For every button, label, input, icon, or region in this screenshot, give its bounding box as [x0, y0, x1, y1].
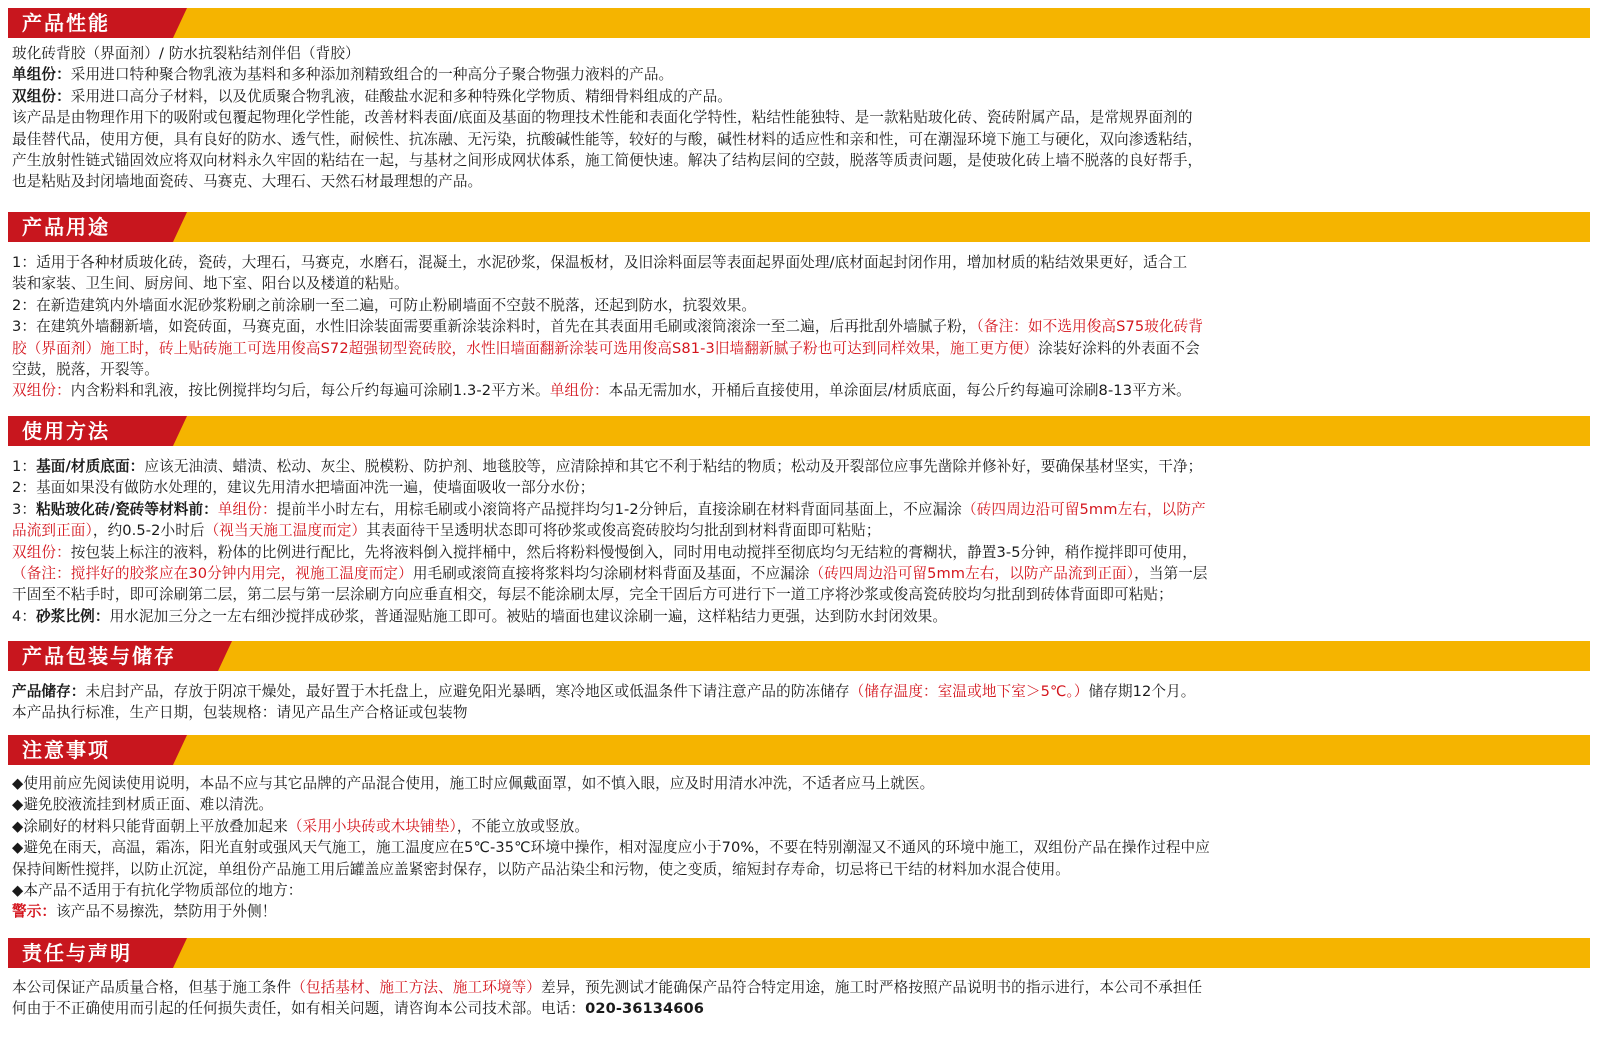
section-title: 产品性能 [8, 8, 173, 38]
text: 未启封产品，存放于阴凉干燥处，最好置于木托盘上，应避免阳光暴晒，寒冷地区或低温条件下请注意产品的防冻储存 [85, 683, 850, 700]
text: 应该无油渍、蜡渍、松动、灰尘、脱模粉、防护剂、地毯胶等，应清除掉和其它不利于粘结的物质；松动及开裂部位应事先凿除并修补好，要确保基材坚实，干净； [144, 458, 1203, 475]
text-line [12, 998, 1592, 1019]
text: 差异，预先测试才能确保产品符合特定用途，施工时严格按照产品说明书的指示进行，本公司不承担任 [540, 979, 1203, 996]
section-header-notes [8, 735, 1590, 765]
note-red: （采用小块砖或木块铺垫） [287, 817, 457, 835]
note-red: （视当天施工温度而定） [204, 522, 367, 540]
text-line [12, 456, 1592, 477]
text: 按包装上标注的液料，粉体的比例进行配比，先将液料倒入搅拌桶中，然后将粉料慢慢倒入，同时用电动搅拌至彻底均匀无结粒的膏糊状，静置3-5分钟，稍作搅拌即可使用， [70, 543, 1197, 561]
note-red: 品流到正面） [12, 522, 93, 540]
label: 基面/材质底面： [36, 458, 145, 475]
label-red: 双组份： [12, 543, 71, 561]
label-red: 单组份： [549, 382, 609, 400]
text-line [12, 499, 1592, 520]
text: 何由于不正确使用而引起的任何损失责任，如有相关问题，请咨询本公司技术部。电话： [12, 1000, 586, 1018]
note-red: （砖四周边沿可留5mm左右，以防产 [962, 500, 1206, 518]
note-red: （备注：如不选用俊高S75玻化砖背 [976, 318, 1204, 336]
text-line: 该产品是由物理作用下的吸附或包覆起物理化学性能，改善材料表面/底面及基面的物理技术性能和表面化学特性，粘结性能独特、是一款粘贴玻化砖、瓷砖附属产品，是常规界面剂的 [12, 109, 1193, 127]
text: 储存期12个月。 [1088, 683, 1196, 700]
text-line: 干固至不粘手时，即可涂刷第二层，第二层与第一层涂刷方向应垂直相交，每层不能涂刷太厚，完全干固后方可进行下一道工序将沙浆或俊高瓷砖胶均匀批刮到砖体背面即可粘贴； [12, 586, 1173, 604]
text: 4： [12, 607, 37, 625]
phone-number: 020-36134606 [585, 1000, 705, 1018]
text: 提前半小时左右，用棕毛刷或小滚筒将产品搅拌均匀1-2分钟后，直接涂刷在材料背面同基面上，不应漏涂 [276, 500, 962, 518]
text-line: 也是粘贴及封闭墙地面瓷砖、马赛克、大理石、天然石材最理想的产品。 [12, 173, 483, 191]
text: 该产品不易擦洗，禁防用于外侧！ [56, 903, 277, 921]
text-line: 玻化砖背胶（界面剂）/ 防水抗裂粘结剂伴侣（背胶） [12, 45, 360, 62]
text-line: ◆避免胶液流挂到材质正面、难以清洗。 [12, 796, 274, 814]
text-line [12, 606, 1592, 627]
text-line [12, 316, 1592, 337]
label: 双组份： [12, 87, 71, 105]
text: ◆涂刷好的材料只能背面朝上平放叠加起来 [12, 817, 288, 835]
section-body-notes [12, 773, 1592, 923]
warning-label: 警示： [12, 903, 57, 921]
text-line [12, 542, 1592, 563]
text-line [12, 977, 1592, 998]
label-red: 单组份： [217, 500, 277, 518]
label: 砂浆比例： [36, 607, 110, 625]
section-title: 产品用途 [8, 212, 173, 242]
note-red: 胶（界面剂）施工时，砖上贴砖施工可选用俊高S72超强韧型瓷砖胶，水性旧墙面翻新涂装可选用俊高S81-3旧墙翻新腻子粉也可达到同样效果，施工更方便） [12, 339, 1039, 357]
text-line [12, 86, 1592, 107]
section-title: 使用方法 [8, 416, 173, 446]
text-line [12, 380, 1592, 401]
section-body-performance [12, 43, 1592, 193]
text: 3： [12, 500, 37, 518]
label-red: 双组份： [12, 382, 71, 400]
text: 采用进口高分子材料，以及优质聚合物乳液，硅酸盐水泥和多种特殊化学物质、精细骨料组成的产品。 [70, 87, 733, 105]
note-red: （包括基材、施工方法、施工环境等） [291, 979, 541, 996]
section-title: 责任与声明 [8, 938, 173, 968]
note-red: （储存温度：室温或地下室＞5℃。） [849, 683, 1089, 700]
section-header-performance [8, 8, 1590, 38]
text: 3：在建筑外墙翻新墙，如瓷砖面，马赛克面，水性旧涂装面需要重新涂装涂料时，首先在其表面用毛刷或滚筒滚涂一至二遍，后再批刮外墙腻子粉， [12, 318, 977, 336]
text-line [12, 563, 1592, 584]
text-line: 2：基面如果没有做防水处理的，建议先用清水把墙面冲洗一遍，使墙面吸收一部分水份； [12, 479, 595, 497]
text: ，约0.5-2小时后 [92, 522, 205, 540]
text-line: 最佳替代品，使用方便，具有良好的防水、透气性，耐候性、抗冻融、无污染，抗酸碱性能等，较好的与酸，碱性材料的适应性和亲和性，可在潮湿环境下施工与硬化，双向渗透粘结， [12, 130, 1203, 148]
text: 本公司保证产品质量合格，但基于施工条件 [12, 979, 292, 996]
text: 本品无需加水，开桶后直接使用，单涂面层/材质底面，每公斤约每遍可涂刷8-13平方米。 [608, 382, 1191, 400]
section-body-usage [12, 252, 1592, 402]
label: 产品储存： [12, 683, 86, 700]
section-body-liability [12, 977, 1592, 1020]
text: 用水泥加三分之一左右细沙搅拌成砂浆，普通湿贴施工即可。被贴的墙面也建议涂刷一遍，这样粘结力更强，达到防水封闭效果。 [109, 607, 948, 625]
text: ，不能立放或竖放。 [456, 817, 590, 835]
text-line: ◆使用前应先阅读使用说明，本品不应与其它品牌的产品混合使用，施工时应佩戴面罩，如不慎入眼，应及时用清水冲洗，不适者应马上就医。 [12, 775, 935, 792]
text-line: ◆避免在雨天，高温，霜冻，阳光直射或强风天气施工，施工温度应在5℃-35℃环境中操作，相对湿度应小于70%，不要在特别潮湿又不通风的环境中施工，双组份产品在操作过程中应 [12, 839, 1210, 857]
text-line [12, 338, 1592, 359]
text-line: 产生放射性链式锚固效应将双向材料永久牢固的粘结在一起，与基材之间形成网状体系，施工简便快速。解决了结构层间的空鼓，脱落等质责问题，是使玻化砖上墙不脱落的良好帮手， [12, 152, 1203, 170]
text: 1： [12, 458, 37, 475]
text: 用毛刷或滚筒直接将浆料均匀涂刷材料背面及基面，不应漏涂 [412, 565, 810, 583]
text: ，当第一层 [1134, 565, 1208, 583]
text-line: 保持间断性搅拌，以防止沉淀，单组份产品施工用后罐盖应盖紧密封保存，以防产品沾染尘和污物，使之变质，缩短封存寿命，切忌将已干结的材料加水混合使用。 [12, 860, 1070, 878]
text: 采用进口特种聚合物乳液为基料和多种添加剂精致组合的一种高分子聚合物强力液料的产品。 [70, 66, 674, 84]
text-line: ◆本产品不适用于有抗化学物质部位的地方： [12, 882, 303, 900]
note-red: （备注：搅拌好的胶浆应在30分钟内用完，视施工温度而定） [12, 565, 413, 583]
text: 其表面待干呈透明状态即可将砂浆或俊高瓷砖胶均匀批刮到材料背面即可粘贴； [366, 522, 881, 540]
section-header-storage [8, 641, 1590, 671]
text: 内含粉料和乳液，按比例搅拌均匀后，每公斤约每遍可涂刷1.3-2平方米。 [70, 382, 550, 400]
text-line [12, 681, 1592, 702]
text-line: 空鼓，脱落，开裂等。 [12, 361, 159, 379]
section-header-usage [8, 212, 1590, 242]
section-title: 注意事项 [8, 735, 173, 765]
text: 涂装好涂料的外表面不会 [1038, 339, 1200, 357]
text-line: 1：适用于各种材质玻化砖，瓷砖，大理石，马赛克，水磨石，混凝土，水泥砂浆，保温板材，及旧涂料面层等表面起界面处理/底材面起封闭作用，增加材质的粘结效果更好，适合工 [12, 254, 1188, 271]
section-title: 产品包装与储存 [8, 641, 218, 671]
note-red: （砖四周边沿可留5mm左右，以防产品流到正面） [809, 565, 1135, 583]
text-line: 本产品执行标准，生产日期，包装规格：请见产品生产合格证或包装物 [12, 704, 468, 722]
text-line [12, 901, 1592, 922]
text-line [12, 64, 1592, 85]
label: 单组份： [12, 66, 71, 84]
text-line: 2：在新造建筑内外墙面水泥砂浆粉刷之前涂刷一至二遍，可防止粉刷墙面不空鼓不脱落，还起到防水，抗裂效果。 [12, 296, 757, 314]
text-line: 装和家装、卫生间、厨房间、地下室、阳台以及楼道的粘贴。 [12, 275, 409, 293]
section-header-liability [8, 938, 1590, 968]
label: 粘贴玻化砖/瓷砖等材料前： [36, 500, 218, 518]
text-line [12, 816, 1592, 837]
section-body-method [12, 456, 1592, 627]
section-header-method [8, 416, 1590, 446]
text-line [12, 520, 1592, 541]
section-body-storage [12, 681, 1592, 724]
